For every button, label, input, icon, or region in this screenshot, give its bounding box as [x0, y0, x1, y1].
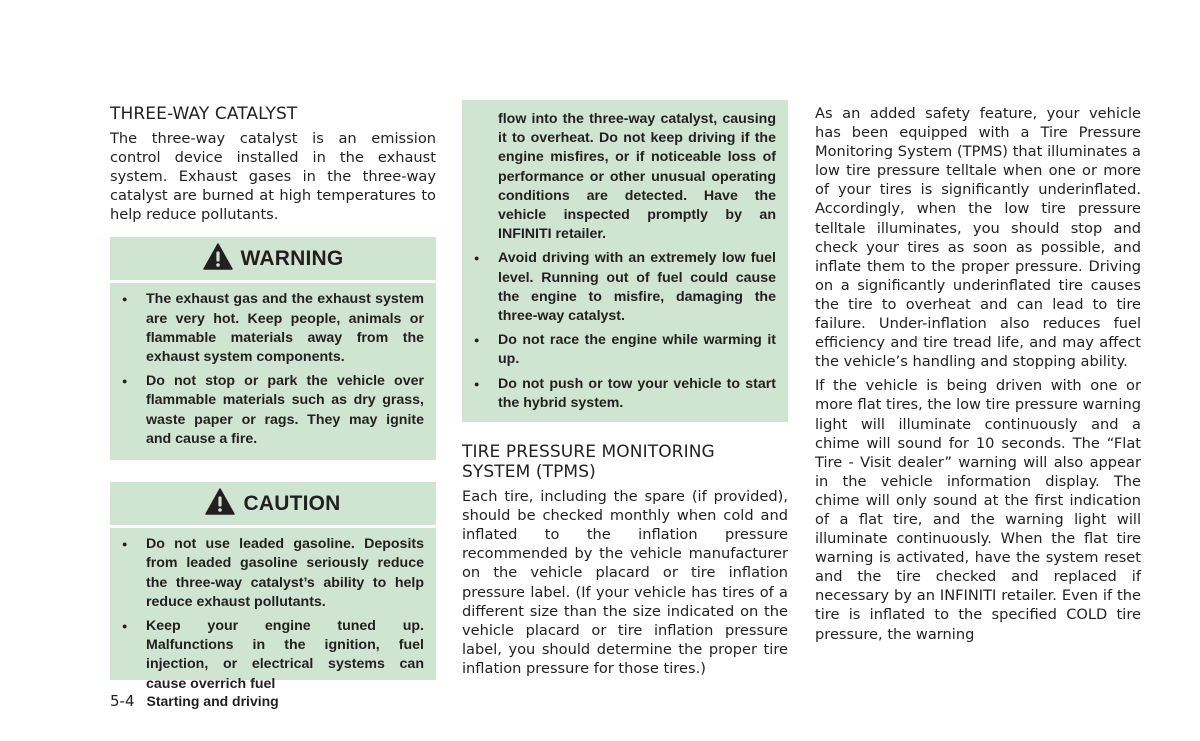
warning-box — [110, 237, 436, 460]
warning-header — [110, 237, 436, 283]
catalyst-paragraph: The three-way catalyst is an emission control device installed in the exhaust system. Exhaust gases in the three-way catalyst are burned at high temperatures to help reduce pollutants. — [110, 130, 436, 224]
section-name: Starting and driving — [146, 693, 279, 709]
column-left — [110, 104, 436, 692]
caution-item: ● Keep your engine tuned up. Malfunctions in the ignition, fuel injection, or electrical systems can cause overrich fuel — [122, 617, 424, 694]
warning-triangle-icon — [203, 243, 233, 274]
section-heading-three-way-catalyst: THREE-WAY CATALYST — [110, 104, 298, 124]
column-middle — [462, 100, 788, 678]
caution-item: ● Do not push or tow your vehicle to start the hybrid system. — [474, 375, 776, 413]
tpms-feature-paragraph: As an added safety feature, your vehicle has been equipped with a Tire Pressure Monitoring System (TPMS) that illuminates a low tire pressure telltale when one or more of your tires is significantly underinflated. Accordingly, when the low tire pressure telltale illuminates, you should stop and check your tires as soon as possible, and inflate them to the proper pressure. Driving on a significantly underinflated tire causes the tire to overheat and can lead to tire failure. Under-inflation also reduces fuel efficiency and tire tread life, and may affect the vehicle’s handling and stopping ability. — [815, 105, 1141, 371]
caution-title: CAUTION — [243, 491, 341, 515]
tpms-paragraph: Each tire, including the spare (if provided), should be checked monthly when cold and inflated to the inflation pressure recommended by the vehicle manufacturer on the vehicle placard or tire inflation pressure label. (If your vehicle has tires of a different size than the size indicated on the vehicle placard or tire inflation pressure label, you should determine the proper tire inflation pressure for those tires.) — [462, 488, 788, 677]
warning-title: WARNING — [240, 246, 344, 270]
warning-item: ● The exhaust gas and the exhaust system are very hot. Keep people, animals or flammable materials away from the exhaust system components. — [122, 290, 424, 367]
caution-item: ● Do not race the engine while warming it up. — [474, 331, 776, 369]
flat-tire-paragraph: If the vehicle is being driven with one or more flat tires, the low tire pressure warning light will illuminate continuously and a chime will sound for 10 seconds. The “Flat Tire - Visit dealer” warning will also appear in the vehicle information display. The chime will only sound at the first indication of a flat tire, and the warning light will illuminate continuously. When the flat tire warning is activated, have the system reset and the tire checked and replaced if necessary by an INFINITI retailer. Even if the tire is inflated to the specified COLD tire pressure, the warning — [815, 377, 1141, 643]
caution-header — [110, 482, 436, 528]
caution-body — [110, 528, 436, 705]
caution-item: ● Do not use leaded gasoline. Deposits from leaded gasoline seriously reduce the three-way catalyst’s ability to help reduce exhaust pollutants. — [122, 535, 424, 612]
warning-body — [110, 283, 436, 460]
warning-item: ● Do not stop or park the vehicle over flammable materials such as dry grass, waste paper or rags. They may ignite and cause a fire. — [122, 372, 424, 449]
caution-box — [110, 482, 436, 692]
caution-box-continued — [462, 100, 788, 422]
caution-continued-text: flow into the three-way catalyst, causing it to overheat. Do not keep driving if the engine misfires, or if noticeable loss of performance or other unusual operating conditions are detected. Have the vehicle inspected promptly by an INFINITI retailer. — [498, 111, 776, 243]
page-number: 5-4 — [110, 692, 135, 710]
section-heading-tpms: TIRE PRESSURE MONITORING SYSTEM (TPMS) — [462, 442, 715, 483]
caution-triangle-icon — [205, 488, 235, 519]
column-right — [815, 104, 1141, 644]
caution-item: ● Avoid driving with an extremely low fuel level. Running out of fuel could cause the engine to misfire, damaging the three-way catalyst. — [474, 249, 776, 326]
page-footer — [110, 692, 279, 710]
